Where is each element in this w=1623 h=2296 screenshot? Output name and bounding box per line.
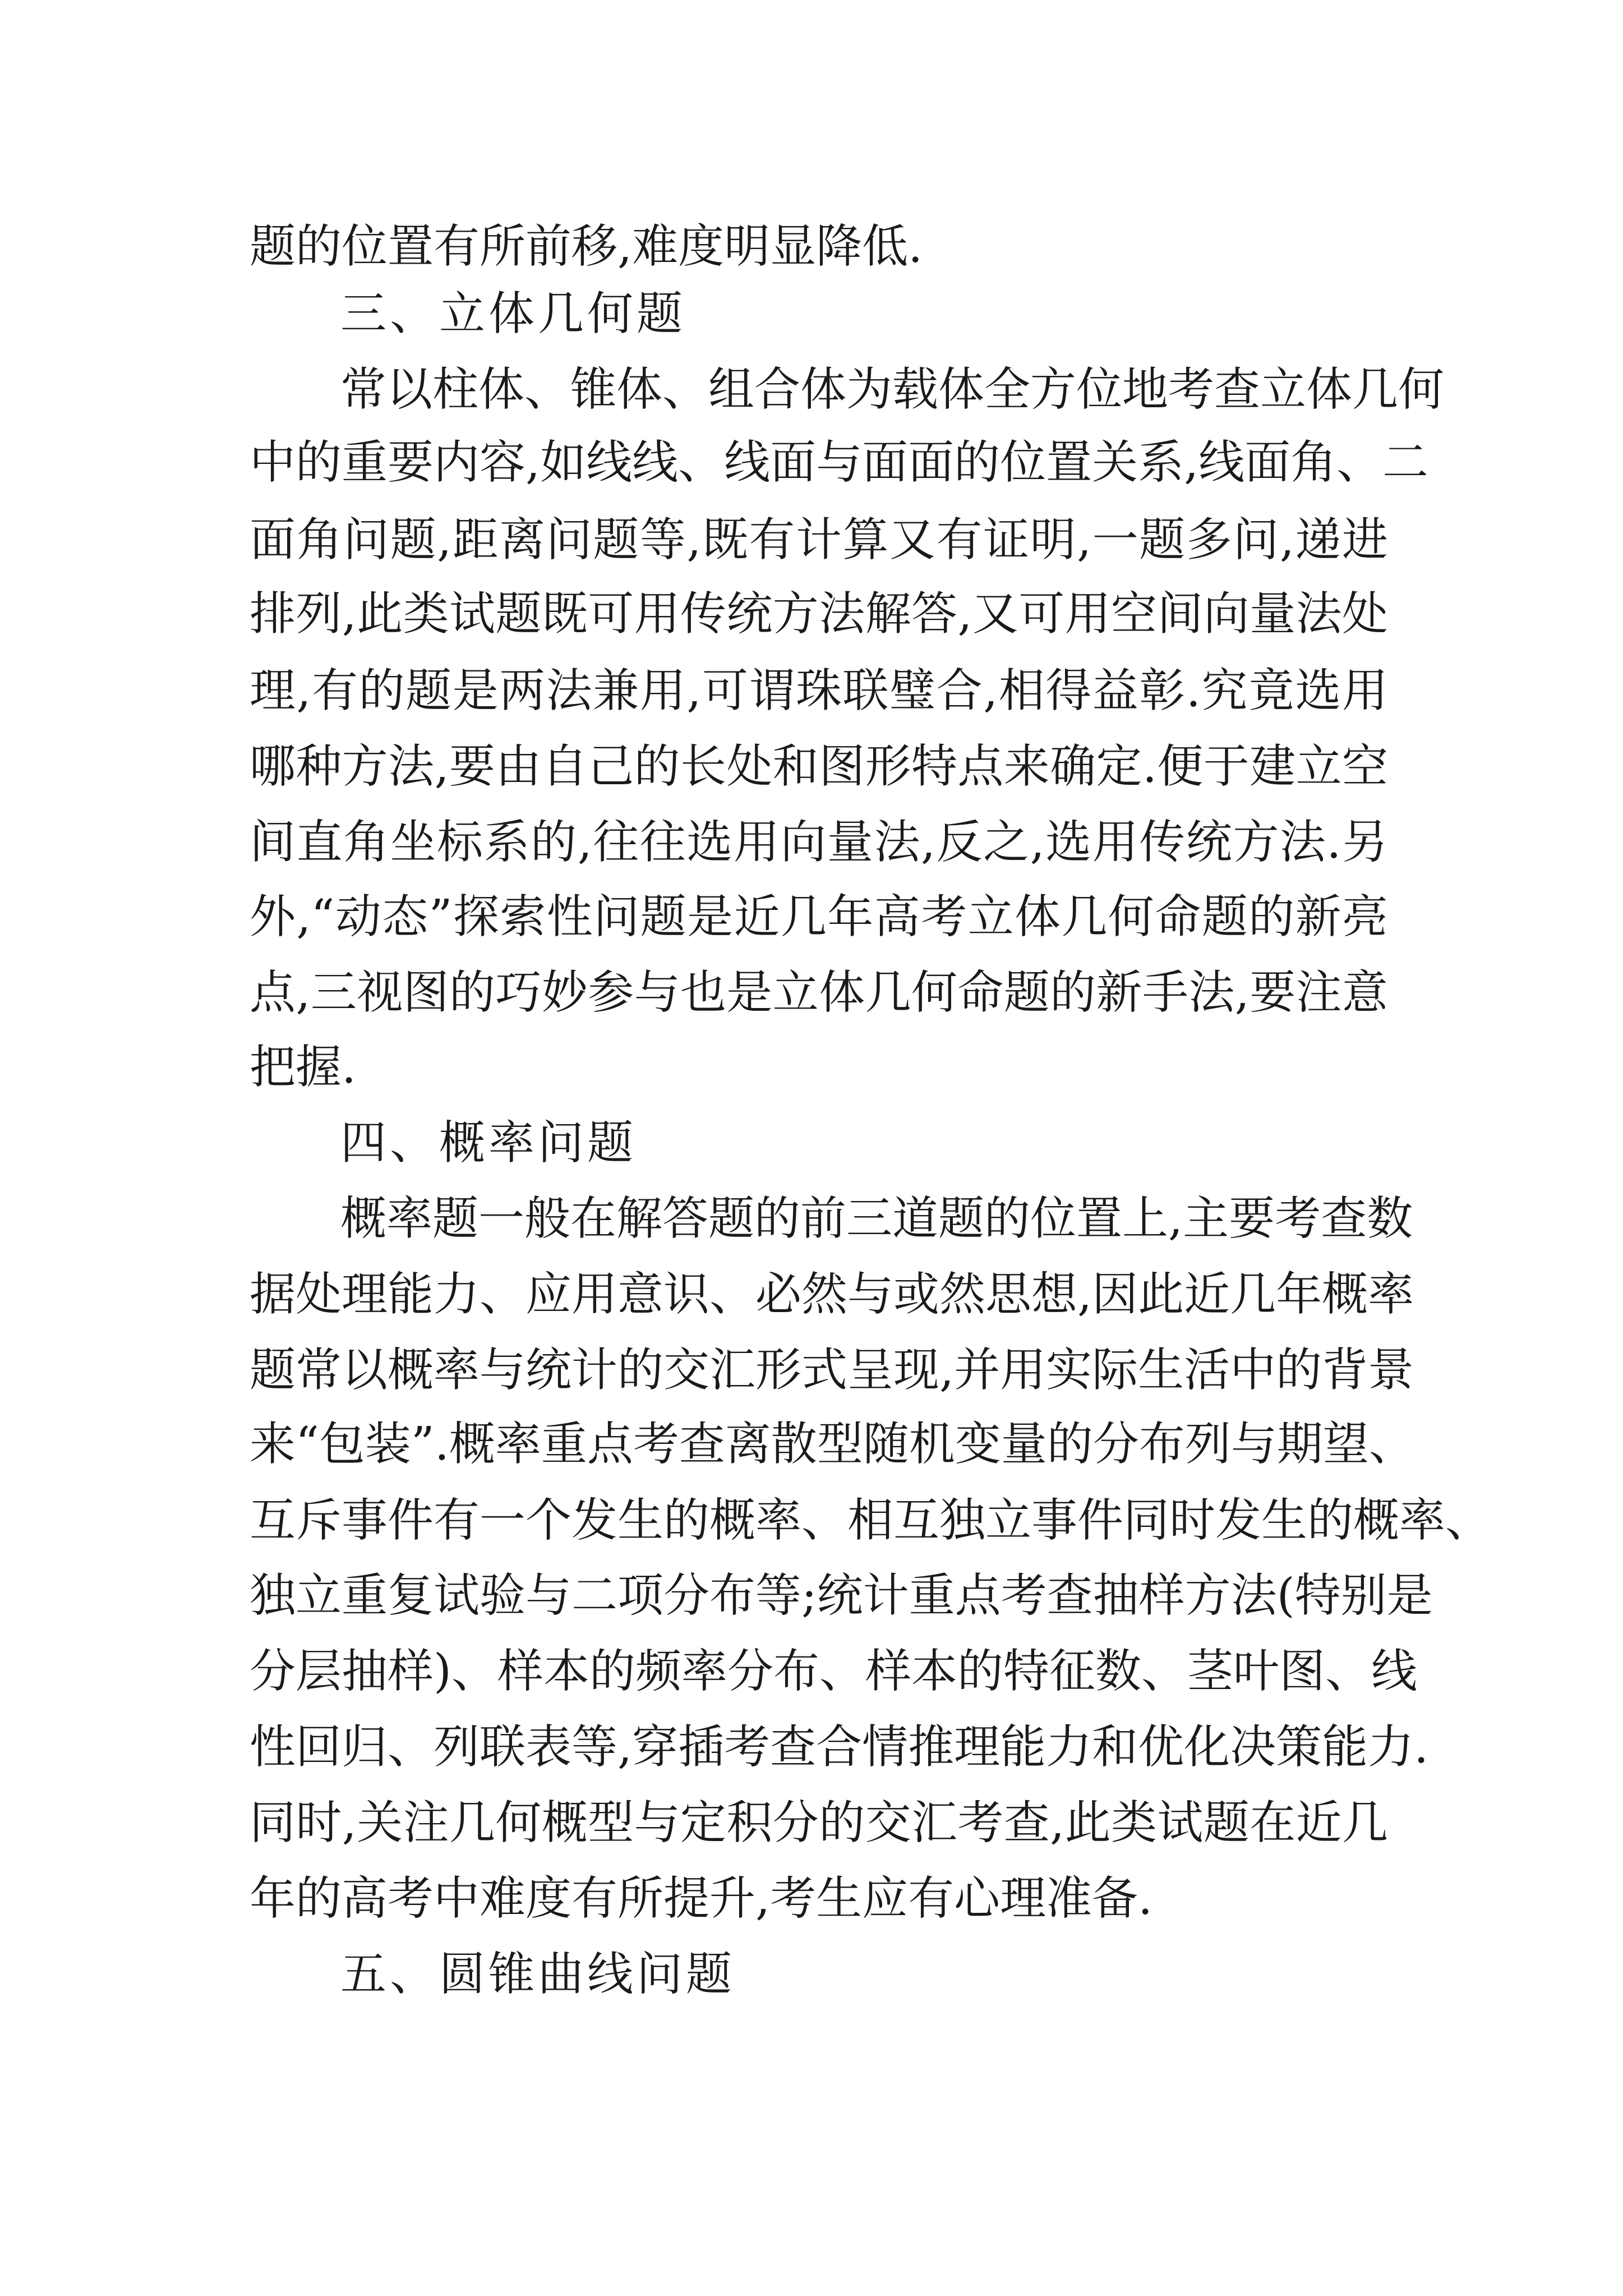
paragraph-line: 概率题一般在解答题的前三道题的位置上,主要考查数	[340, 1192, 1413, 1245]
paragraph-line: 题的位置有所前移,难度明显降低.	[250, 220, 923, 273]
paragraph-line: 分层抽样)、样本的频率分布、样本的特征数、茎叶图、线	[250, 1645, 1417, 1698]
section-heading: 三、立体几何题	[340, 287, 686, 341]
paragraph-line: 中的重要内容,如线线、线面与面面的位置关系,线面角、二	[250, 436, 1429, 489]
paragraph-line: 年的高考中难度有所提升,考生应有心理准备.	[250, 1872, 1153, 1925]
paragraph-line: 哪种方法,要由自己的长处和图形特点来确定.便于建立空	[250, 740, 1388, 793]
paragraph-line: 外,“动态”探索性问题是近几年高考立体几何命题的新亮	[250, 890, 1388, 944]
paragraph-line: 常以柱体、锥体、组合体为载体全方位地考查立体几何	[340, 363, 1445, 416]
paragraph-line: 互斥事件有一个发生的概率、相互独立事件同时发生的概率、	[250, 1494, 1492, 1547]
paragraph-line: 独立重复试验与二项分布等;统计重点考查抽样方法(特别是	[250, 1569, 1433, 1622]
paragraph-line: 据处理能力、应用意识、必然与或然思想,因此近几年概率	[250, 1268, 1414, 1321]
paragraph-line: 来“包装”.概率重点考查离散型随机变量的分布列与期望、	[250, 1418, 1415, 1471]
paragraph-line: 面角问题,距离问题等,既有计算又有证明,一题多问,递进	[250, 513, 1388, 567]
paragraph-line: 把握.	[250, 1041, 357, 1094]
paragraph-line: 点,三视图的巧妙参与也是立体几何命题的新手法,要注意	[250, 966, 1388, 1019]
paragraph-line: 题常以概率与统计的交汇形式呈现,并用实际生活中的背景	[250, 1343, 1414, 1397]
paragraph-line: 理,有的题是两法兼用,可谓珠联璧合,相得益彰.究竟选用	[250, 664, 1388, 717]
paragraph-line: 间直角坐标系的,往往选用向量法,反之,选用传统方法.另	[250, 816, 1388, 869]
paragraph-line: 同时,关注几何概型与定积分的交汇考查,此类试题在近几	[250, 1796, 1388, 1849]
section-heading: 四、概率问题	[340, 1116, 637, 1170]
paragraph-line: 排列,此类试题既可用传统方法解答,又可用空间向量法处	[250, 587, 1388, 641]
section-heading: 五、圆锥曲线问题	[340, 1948, 736, 2001]
paragraph-line: 性回归、列联表等,穿插考查合情推理能力和优化决策能力.	[250, 1720, 1429, 1774]
